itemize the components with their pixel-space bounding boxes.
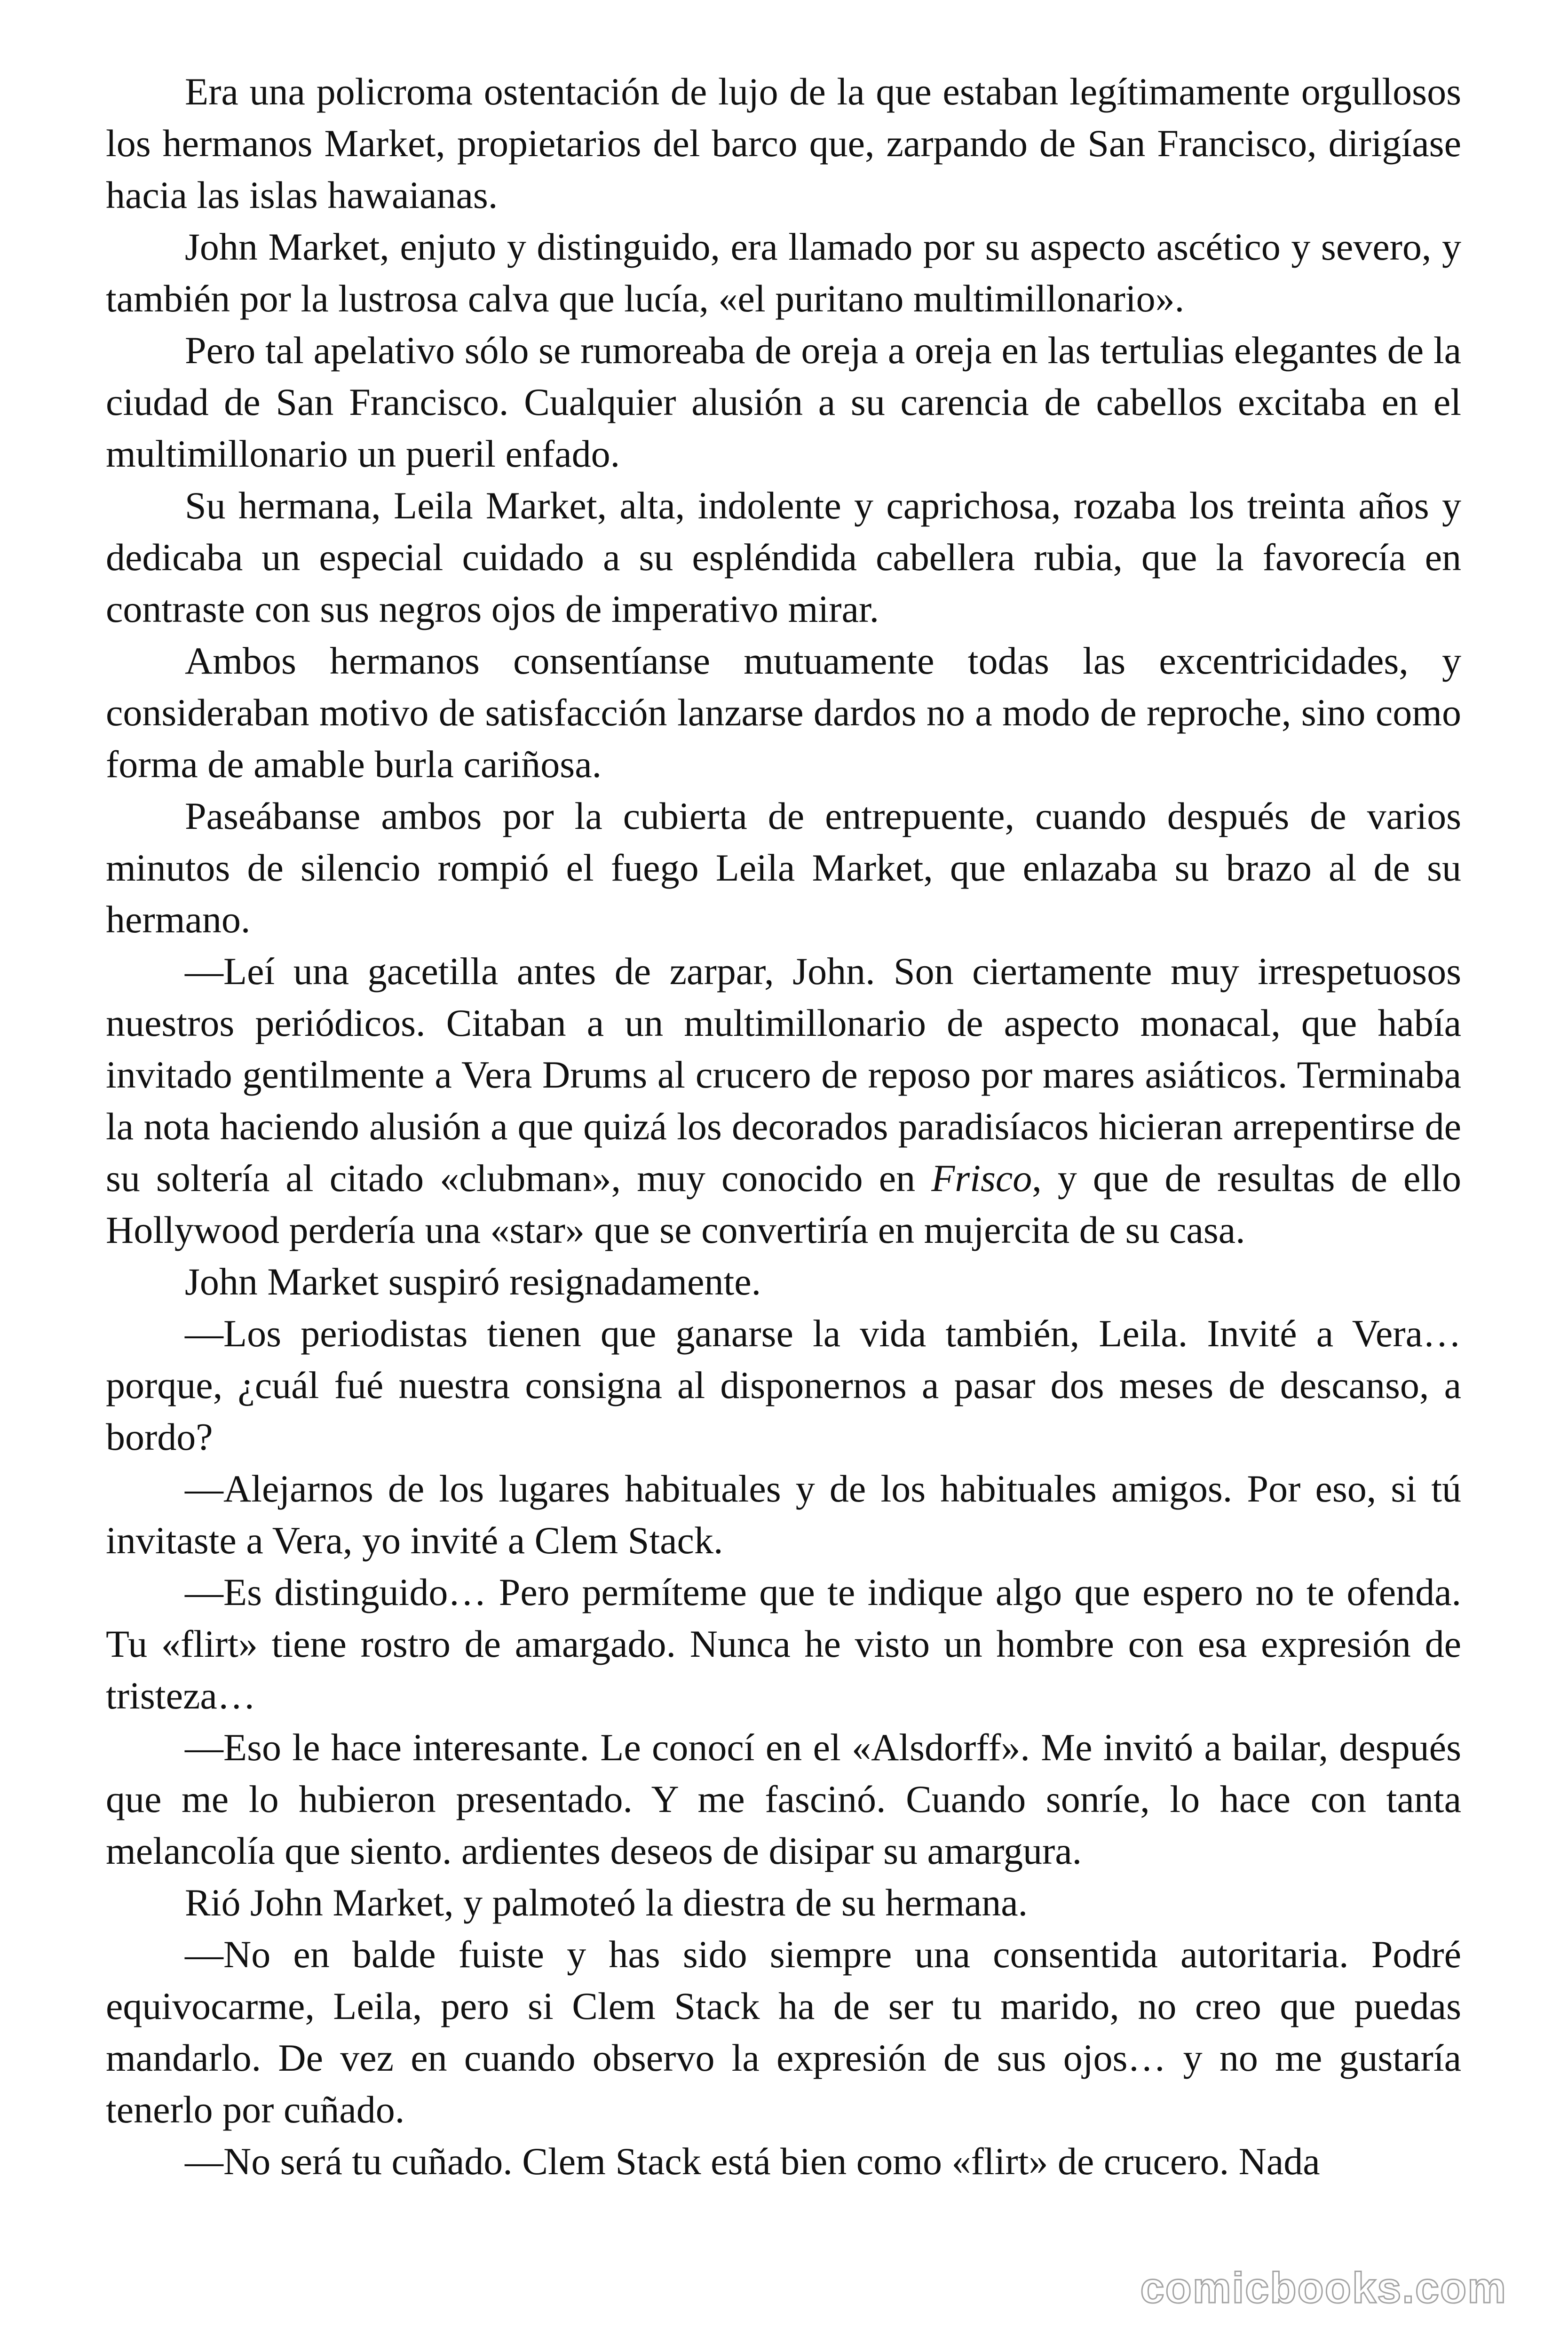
paragraph-7-text-start: —Leí una gacetilla antes de zarpar, John. Son ciertamente muy irrespetuosos nuestros periódicos. Citaban a un multimillonario de aspecto monacal, que había invitado gentilmente a Vera Drums al crucero de reposo por mares asiáticos. Terminaba la nota haciendo alusión a que quizá los decorados paradisíacos hicieran arrepentirse de su soltería al citado «clubman», muy conocido en xyxy=(106,950,1461,1200)
paragraph-14: —No en balde fuiste y has sido siempre una consentida autoritaria. Podré equivocarme, Leila, pero si Clem Stack ha de ser tu marido, no creo que puedas mandarlo. De vez en cuando observo la expresión de sus ojos… y no me gustaría tenerlo por cuñado. xyxy=(106,1933,1461,2131)
paragraph-2: John Market, enjuto y distinguido, era llamado por su aspecto ascético y severo, y también por la lustrosa calva que lucía, «el puritano multimillonario». xyxy=(106,225,1461,320)
paragraph-11: —Es distinguido… Pero permíteme que te indique algo que espero no te ofenda. Tu «flirt» tiene rostro de amargado. Nunca he visto un hombre con esa expresión de tristeza… xyxy=(106,1571,1461,1717)
paragraph-7 xyxy=(106,946,1461,1256)
paragraph-10: —Alejarnos de los lugares habituales y de los habituales amigos. Por eso, si tú invitaste a Vera, yo invité a Clem Stack. xyxy=(106,1467,1461,1562)
paragraph-8: John Market suspiró resignadamente. xyxy=(185,1260,761,1303)
paragraph-3: Pero tal apelativo sólo se rumoreaba de oreja a oreja en las tertulias elegantes de la ciudad de San Francisco. Cualquier alusión a su carencia de cabellos excitaba en el multimillonario un pueril enfado. xyxy=(106,329,1461,475)
paragraph-7-italic-word: Frisco xyxy=(931,1157,1032,1200)
book-page xyxy=(106,66,1461,2187)
paragraph-15: —No será tu cuñado. Clem Stack está bien como «flirt» de crucero. Nada xyxy=(185,2140,1320,2183)
paragraph-1: Era una policroma ostentación de lujo de la que estaban legítimamente orgullosos los hermanos Market, propietarios del barco que, zarpando de San Francisco, dirigíase hacia las islas hawaianas. xyxy=(106,70,1461,216)
paragraph-12: —Eso le hace interesante. Le conocí en el «Alsdorff». Me invitó a bailar, después que me lo hubieron presentado. Y me fascinó. Cuando sonríe, lo hace con tanta melancolía que siento. ardientes deseos de disipar su amargura. xyxy=(106,1726,1461,1872)
paragraph-5: Ambos hermanos consentíanse mutuamente todas las excentricidades, y consideraban motivo de satisfacción lanzarse dardos no a modo de reproche, sino como forma de amable burla cariñosa. xyxy=(106,639,1461,786)
paragraph-13: Rió John Market, y palmoteó la diestra de su hermana. xyxy=(185,1881,1028,1924)
paragraph-4: Su hermana, Leila Market, alta, indolente y caprichosa, rozaba los treinta años y dedicaba un especial cuidado a su espléndida cabellera rubia, que la favorecía en contraste con sus negros ojos de imperativo mirar. xyxy=(106,484,1461,630)
paragraph-7-text-end: , y que de resultas de ello Hollywood perdería una «star» que se convertiría en mujercita de su casa. xyxy=(106,1157,1461,1251)
paragraph-6: Paseábanse ambos por la cubierta de entrepuente, cuando después de varios minutos de silencio rompió el fuego Leila Market, que enlazaba su brazo al de su hermano. xyxy=(106,795,1461,941)
paragraph-9: —Los periodistas tienen que ganarse la vida también, Leila. Invité a Vera… porque, ¿cuál fué nuestra consigna al disponernos a pasar dos meses de descanso, a bordo? xyxy=(106,1312,1461,1458)
watermark: comicbooks.com xyxy=(1140,2264,1507,2312)
